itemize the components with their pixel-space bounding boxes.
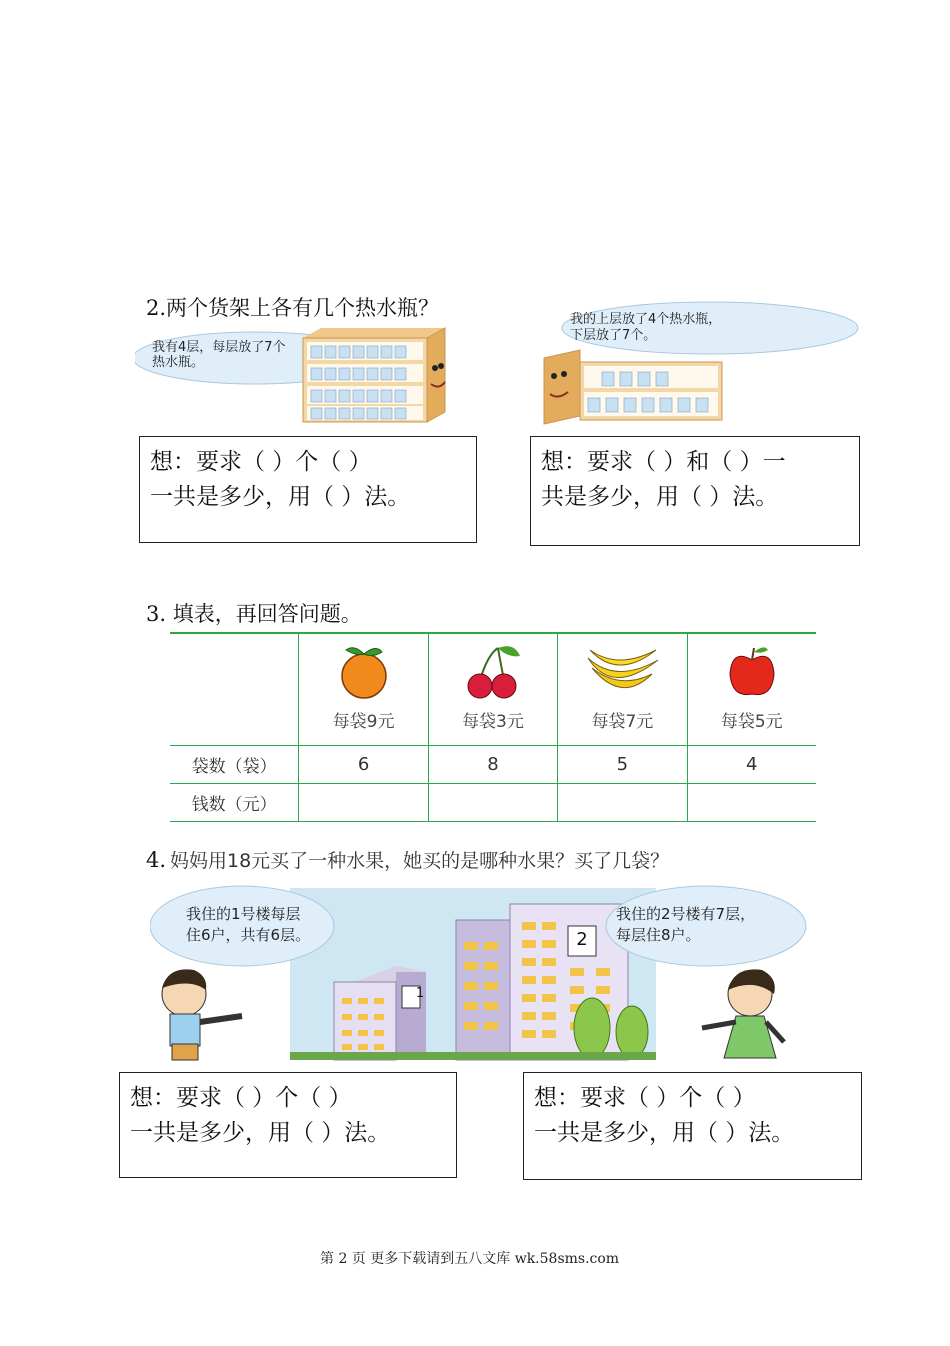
- row-label-money: 钱数（元）: [170, 783, 299, 821]
- bubble-girl-line1: 我住的2号楼有7层，: [616, 905, 756, 923]
- think-line-2: 一共是多少，用（ ）法。: [534, 1120, 795, 1146]
- boy-figure: [162, 969, 242, 1060]
- banana-icon: [582, 640, 662, 702]
- think-line-1: 想：要求（ ）和（ ）一: [541, 449, 786, 475]
- row-label-bags: 袋数（袋）: [170, 745, 299, 783]
- building-1-label: 1: [415, 986, 425, 1001]
- bubble-left-line1: 我有4层，每层放了7个: [152, 340, 286, 355]
- think-line-2: 一共是多少，用（ ）法。: [130, 1120, 391, 1146]
- bubble-right-line1: 我的上层放了4个热水瓶，: [570, 312, 722, 327]
- think-line-1: 想：要求（ ）个（ ）: [534, 1085, 756, 1111]
- cherry-icon: [458, 640, 528, 702]
- price-label: 每袋9元: [332, 712, 395, 732]
- money-cell-blank[interactable]: [299, 783, 428, 821]
- fruit-header-orange: [299, 633, 428, 745]
- q4-think-box-right: [523, 1072, 862, 1180]
- bubble-girl-line2: 每层住8户。: [616, 926, 701, 944]
- page-footer: 第 2 页 更多下载请到五八文库 wk.58sms.com: [320, 1251, 620, 1267]
- price-label: 每袋5元: [720, 712, 783, 732]
- question-3-title: 3. 填表，再回答问题。: [146, 602, 362, 626]
- q2-think-box-right: [530, 436, 860, 546]
- fruit-header-banana: [558, 633, 687, 745]
- q4-think-box-left: [119, 1072, 457, 1178]
- bags-cell: 5: [558, 745, 687, 783]
- orange-icon: [334, 640, 394, 702]
- think-line-2: 共是多少，用（ ）法。: [541, 484, 779, 510]
- bags-cell: 8: [428, 745, 557, 783]
- building-2-label: 2: [576, 929, 588, 950]
- q2-think-box-left: [139, 436, 477, 543]
- money-cell-blank[interactable]: [558, 783, 687, 821]
- fruit-table: [170, 632, 816, 822]
- price-label: 每袋7元: [591, 712, 654, 732]
- apple-icon: [722, 640, 782, 702]
- bubble-boy-line1: 我住的1号楼每层: [186, 905, 301, 923]
- fruit-header-apple: [687, 633, 816, 745]
- think-line-1: 想：要求（ ）个（ ）: [150, 449, 372, 475]
- money-cell-blank[interactable]: [687, 783, 816, 821]
- bags-cell: 4: [687, 745, 816, 783]
- question-3-followup: 妈妈用18元买了一种水果，她买的是哪种水果？买了几袋？: [170, 850, 670, 872]
- think-line-2: 一共是多少，用（ ）法。: [150, 484, 411, 510]
- shelf-left-illustration: [135, 320, 475, 428]
- table-corner-cell: [170, 633, 299, 745]
- money-cell-blank[interactable]: [428, 783, 557, 821]
- bags-cell: 6: [299, 745, 428, 783]
- bubble-boy-line2: 住6户，共有6层。: [186, 926, 311, 944]
- girl-figure: [702, 969, 784, 1058]
- bubble-right-line2: 下层放了7个。: [570, 328, 657, 343]
- question-4-number: 4.: [146, 848, 167, 872]
- think-line-1: 想：要求（ ）个（ ）: [130, 1085, 352, 1111]
- fruit-header-cherry: [428, 633, 557, 745]
- price-label: 每袋3元: [462, 712, 524, 732]
- bubble-left-line2: 热水瓶。: [152, 355, 205, 370]
- question-2-title: 2.两个货架上各有几个热水瓶？: [146, 296, 440, 320]
